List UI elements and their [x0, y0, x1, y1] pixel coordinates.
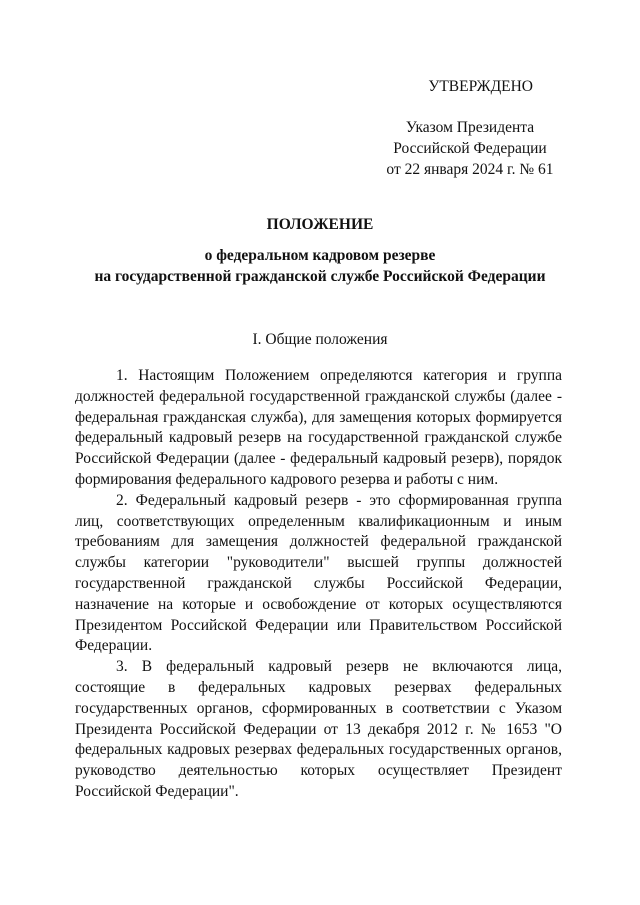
paragraph: 2. Федеральный кадровый резерв - это сформированная группа лиц, соответствующих определенным квалификационным и иным требованиям для замещения должностей федеральной гражданской службы категории "руководители" высшей группы должностей государственной гражданской службы Российской Федерации, назначение на которые и освобождение от которых осуществляются Президентом Российской Федерации или Правительством Российской Федерации.	[75, 491, 562, 655]
document-title: ПОЛОЖЕНИЕ	[266, 216, 374, 233]
approval-stamp	[360, 76, 580, 180]
paragraph: 3. В федеральный кадровый резерв не включаются лица, состоящие в федеральных кадровых резервах федеральных государственных органов, сформированных в соответствии с Указом Президента Российской Федерации от 13 декабря 2012 г. № 1653 "О федеральных кадровых резервах федеральных государственных органов, руководство деятельностью которых осуществляет Президент Российской Федерации".	[75, 658, 562, 800]
decree-line: Указом Президента	[405, 119, 535, 136]
paragraph: 1. Настоящим Положением определяются категория и группа должностей федеральной государственной гражданской службы (далее - федеральная гражданская служба), для замещения которых формируется федеральный кадровый резерв на государственной гражданской службе Российской Федерации (далее - федеральный кадровый резерв), порядок формирования федерального кадрового резерва и работы с ним.	[75, 367, 562, 488]
section-heading: I. Общие положения	[252, 331, 388, 348]
document-body	[75, 366, 562, 803]
decree-line: Российской Федерации	[393, 140, 547, 157]
approved-label: УТВЕРЖДЕНО	[428, 78, 533, 95]
document-title-block	[60, 214, 580, 287]
decree-date-number: от 22 января 2024 г. № 61	[386, 161, 554, 178]
document-subtitle-line: на государственной гражданской службе Российской Федерации	[94, 268, 546, 285]
document-subtitle-line: о федеральном кадровом резерве	[204, 247, 436, 264]
